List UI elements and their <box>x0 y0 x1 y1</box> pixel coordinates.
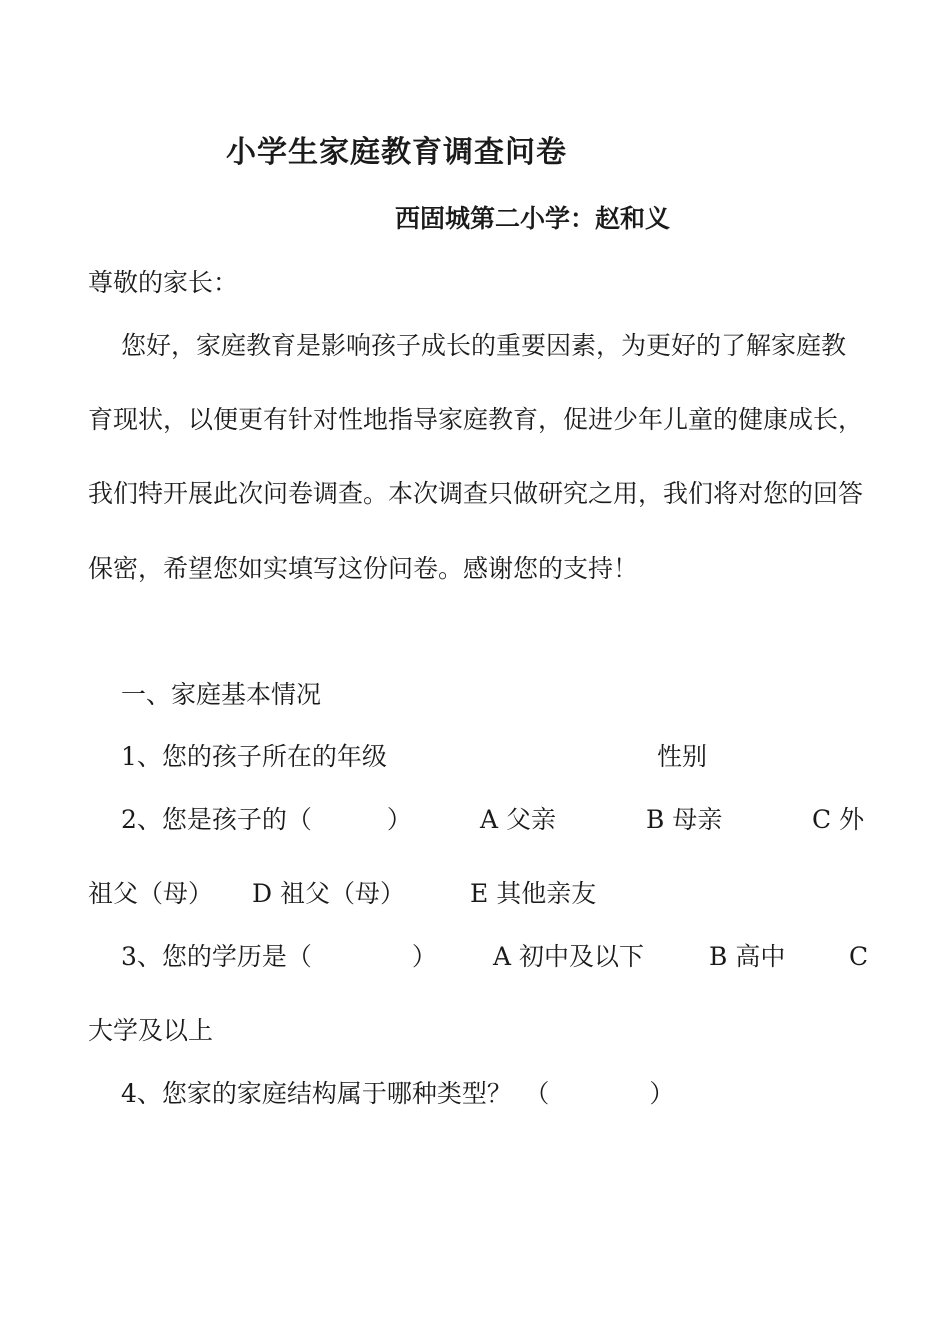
page-title: 小学生家庭教育调查问卷 <box>226 135 567 170</box>
author-byline: 西固城第二小学：赵和义 <box>395 204 671 233</box>
question-1-gender-label: 性别 <box>657 742 708 771</box>
salutation: 尊敬的家长： <box>88 268 239 297</box>
question-2-option-d: D 祖父（母） <box>252 879 405 908</box>
question-1: 1、您的孩子所在的年级 <box>121 742 387 771</box>
question-2-option-a: A 父亲 <box>480 805 557 834</box>
question-3-option-c-end: 大学及以上 <box>88 1016 214 1045</box>
intro-line-2: 育现状，以便更有针对性地指导家庭教育，促进少年儿童的健康成长， <box>88 405 864 434</box>
intro-line-1: 您好，家庭教育是影响孩子成长的重要因素，为更好的了解家庭教 <box>121 331 847 360</box>
intro-line-4: 保密，希望您如实填写这份问卷。感谢您的支持！ <box>88 554 639 583</box>
question-2-option-c-end: 祖父（母） <box>88 879 214 908</box>
question-3-option-a: A 初中及以下 <box>493 942 645 971</box>
section-heading: 一、家庭基本情况 <box>121 680 322 709</box>
question-2: 2、您是孩子的（ ） <box>121 805 412 834</box>
question-2-option-b: B 母亲 <box>646 805 723 834</box>
intro-line-3: 我们特开展此次问卷调查。本次调查只做研究之用，我们将对您的回答 <box>88 479 864 508</box>
question-3: 3、您的学历是（ ） <box>121 942 437 971</box>
question-2-option-c-start: C 外 <box>812 805 865 834</box>
question-2-option-e: E 其他亲友 <box>470 879 597 908</box>
question-3-option-c-start: C <box>849 942 869 971</box>
question-3-option-b: B 高中 <box>709 942 786 971</box>
question-4: 4、您家的家庭结构属于哪种类型？ （ ） <box>121 1079 675 1108</box>
